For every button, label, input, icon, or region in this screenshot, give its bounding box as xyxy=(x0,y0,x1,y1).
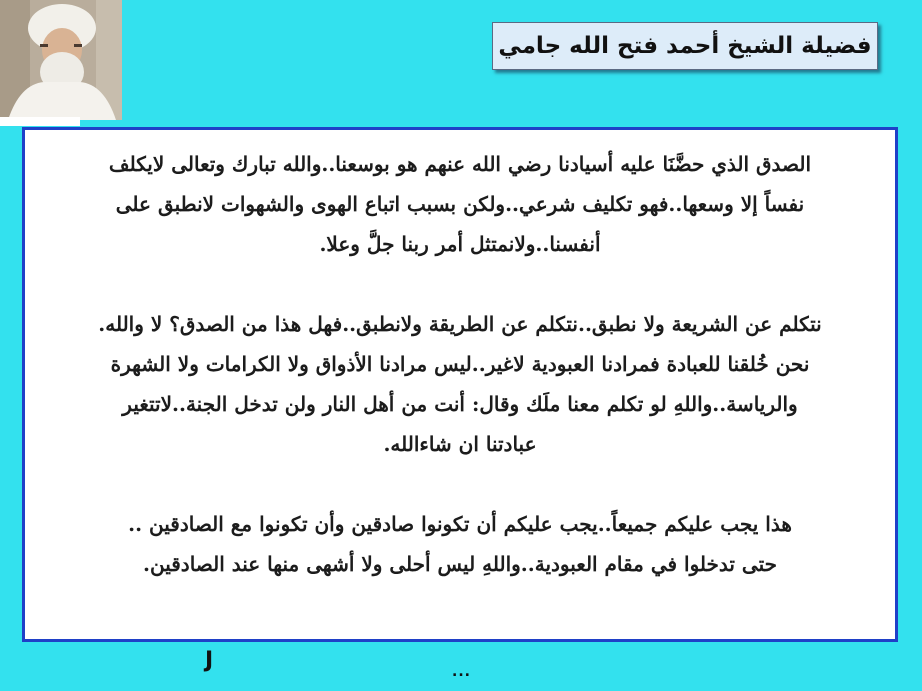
paragraph-2 xyxy=(47,304,873,464)
paragraph-3 xyxy=(47,504,873,584)
portrait-image xyxy=(0,0,122,120)
paragraph-spacer xyxy=(47,264,873,304)
paragraph-line: الصدق الذي حضَّنَا عليه أسيادنا رضي الله عنهم هو بوسعنا..والله تبارك وتعالى لايكلف xyxy=(108,152,812,176)
paragraph-line: هذا يجب عليكم جميعاً..يجب عليكم أن تكونوا صادقين وأن تكونوا مع الصادقين .. xyxy=(128,512,792,536)
title-box xyxy=(492,22,878,70)
paragraph-line: نحن خُلقنا للعبادة فمرادنا العبودية لاغير..ليس مرادنا الأذواق ولا الكرامات ولا الشهرة xyxy=(110,352,810,376)
paragraph-spacer xyxy=(47,464,873,504)
footer-dots: ... xyxy=(452,664,471,680)
paragraph-line: نتكلم عن الشريعة ولا نطبق..نتكلم عن الطريقة ولانطبق..فهل هذا من الصدق؟ لا والله. xyxy=(98,312,822,336)
paragraph-line: والرياسة..واللهِ لو تكلم معنا ملَك وقال: أنت من أهل النار ولن تدخل الجنة..لاتتغير xyxy=(122,392,798,416)
portrait-caption-band xyxy=(0,117,80,126)
paragraph-line: عبادتنا ان شاءالله. xyxy=(383,432,537,456)
paragraph-line: حتى تدخلوا في مقام العبودية..واللهِ ليس أحلى ولا أشهى منها عند الصادقين. xyxy=(143,552,777,576)
paragraph-1 xyxy=(47,144,873,264)
footer-mark: J xyxy=(205,648,214,673)
slide-title: فضيلة الشيخ أحمد فتح الله جامي xyxy=(498,33,872,59)
content-box xyxy=(22,127,898,642)
paragraph-line: نفساً إلا وسعها..فهو تكليف شرعي..ولكن بسبب اتباع الهوى والشهوات لانطبق على xyxy=(115,192,805,216)
sheikh-portrait xyxy=(0,0,122,120)
paragraph-line: أنفسنا..ولانمتثل أمر ربنا جلَّ وعلا. xyxy=(319,232,601,256)
